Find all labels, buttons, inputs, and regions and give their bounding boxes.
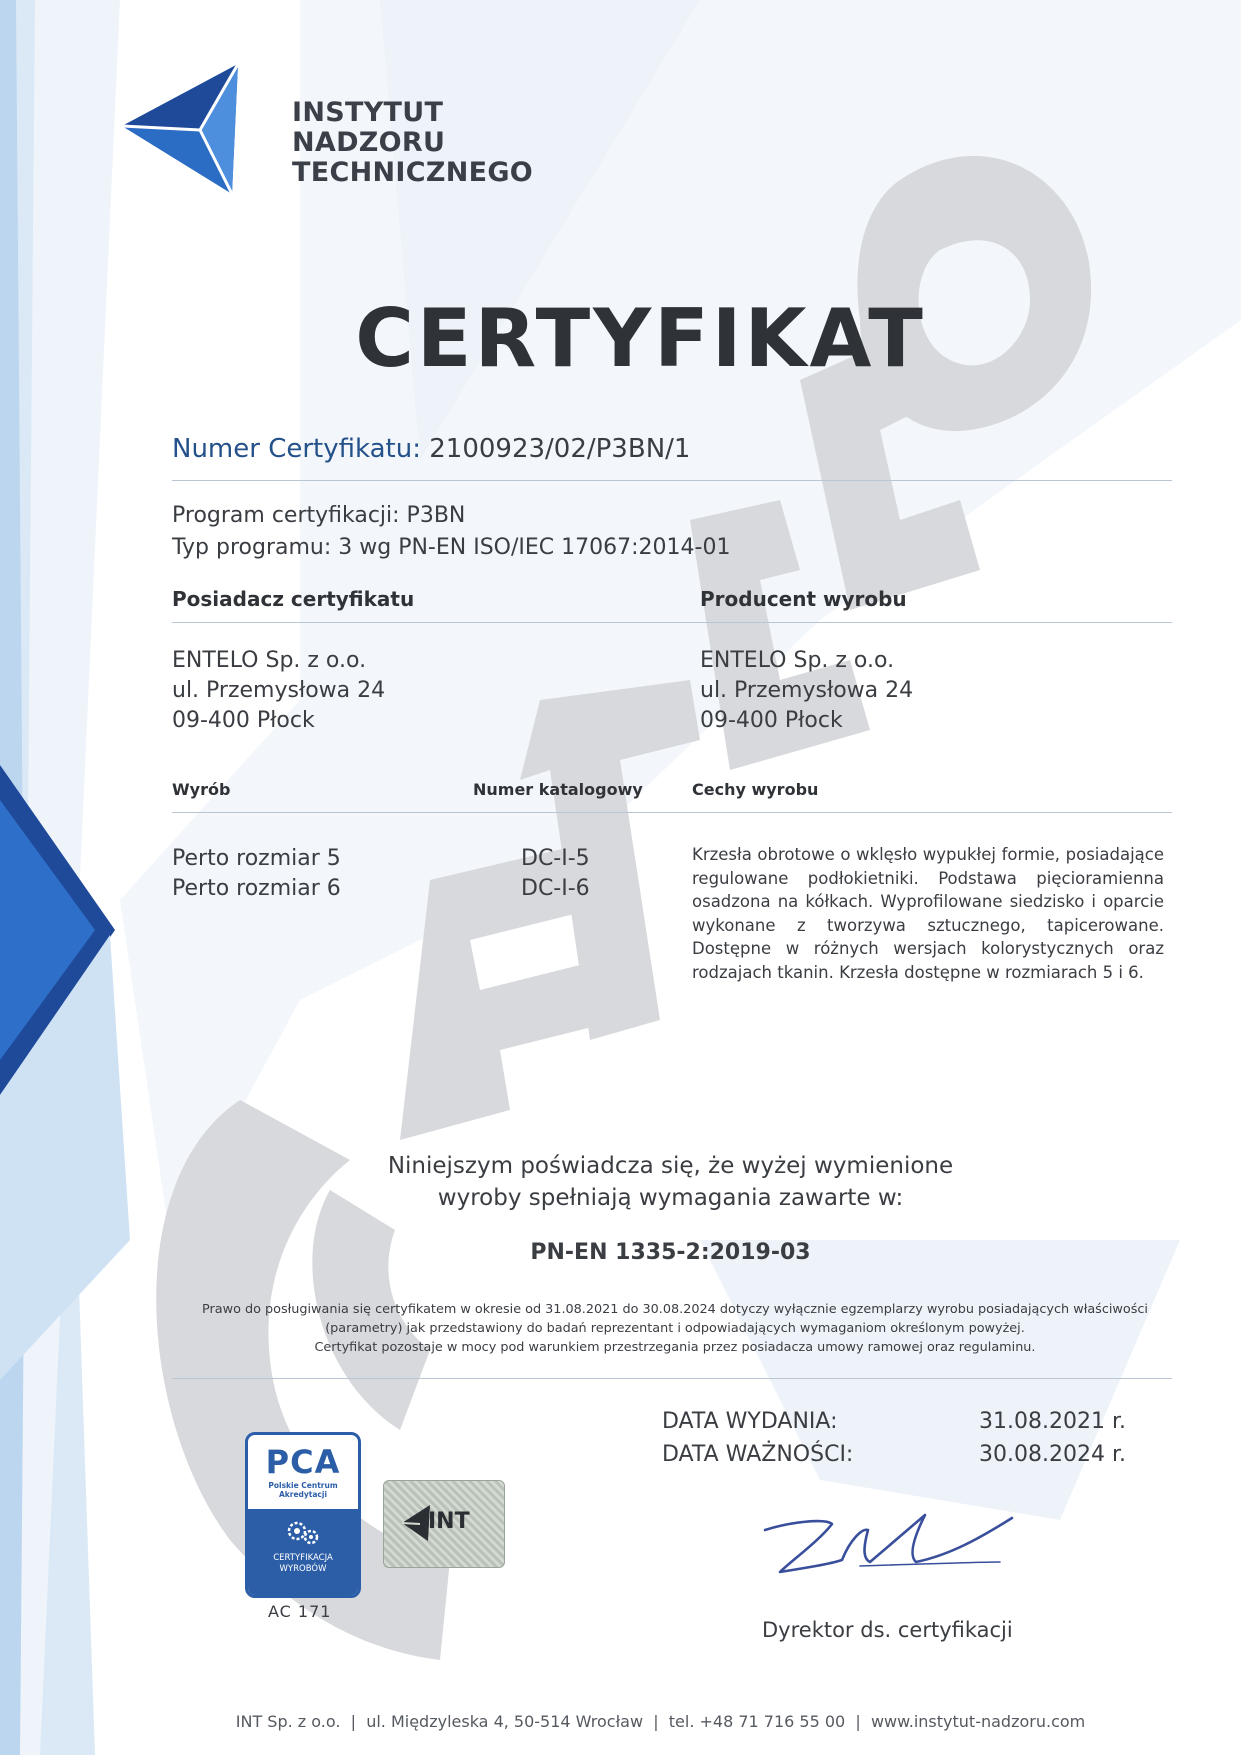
expiry-date-value: 30.08.2024 r.	[979, 1442, 1126, 1467]
footer-address: ul. Międzyleska 4, 50-514 Wrocław	[366, 1712, 644, 1731]
expiry-date-row	[662, 1438, 1126, 1471]
producer-heading: Producent wyrobu	[700, 587, 907, 611]
holder-address	[172, 646, 385, 736]
holder-street: ul. Przemysłowa 24	[172, 678, 386, 703]
page-title: CERTYFIKAT	[355, 292, 926, 385]
certificate-number	[172, 434, 690, 464]
accreditation-code: AC 171	[268, 1602, 332, 1621]
holder-city: 09-400 Płock	[172, 708, 315, 733]
product-name: Perto rozmiar 5	[172, 846, 341, 871]
holder-heading: Posiadacz certyfikatu	[172, 587, 415, 611]
product-features: Krzesła obrotowe o wklęsło wypukłej formie, posiadające regulowane podłokietniki. Podstawa pięcioramienna osadzona na kółkach. Wyprofilowane siedzisko i oparcie wykonane z tworzywa sztucznego, tapicerowane. Dostępne w różnych wersjach kolorystycznych oraz rodzajach tkanin. Krzesła dostępne w rozmiarach 5 i 6.	[692, 845, 1164, 982]
program-type-line: Typ programu: 3 wg PN-EN ISO/IEC 17067:2014-01	[172, 535, 731, 560]
logo-line-1: INSTYTUT	[292, 97, 444, 128]
pca-scope-line-2: WYROBÓW	[279, 1564, 327, 1574]
logo-line-3: TECHNICZNEGO	[292, 157, 534, 188]
footer-separator: |	[653, 1712, 659, 1731]
footer-separator: |	[855, 1712, 861, 1731]
pca-scope-line-1: CERTYFIKACJA	[273, 1553, 333, 1563]
producer-street: ul. Przemysłowa 24	[700, 678, 914, 703]
divider	[172, 1378, 1172, 1379]
product-name: Perto rozmiar 6	[172, 876, 341, 901]
divider	[172, 812, 1172, 813]
int-triangle-logo-icon	[122, 64, 272, 194]
table-row	[172, 844, 341, 874]
fine-print-line-2: (parametry) jak przedstawiony do badań reprezentant i odpowiadających wymaganiom określonym powyżej.	[325, 1321, 1025, 1336]
fine-print	[180, 1300, 1170, 1357]
gears-icon	[283, 1515, 323, 1549]
pca-name-line-2: Akredytacji	[278, 1490, 328, 1499]
signature-image	[750, 1500, 1020, 1585]
catalog-number: DC-I-6	[521, 876, 590, 901]
table-row	[172, 874, 341, 904]
catalog-number: DC-I-5	[521, 846, 590, 871]
standard-reference: PN-EN 1335-2:2019-03	[530, 1240, 811, 1265]
signer-role: Dyrektor ds. certyfikacji	[762, 1618, 1013, 1642]
producer-name: ENTELO Sp. z o.o.	[700, 648, 895, 673]
pca-name-line-1: Polskie Centrum	[268, 1481, 338, 1490]
dates-block	[662, 1405, 1126, 1471]
program-info	[172, 500, 730, 564]
column-header-product: Wyrób	[172, 780, 231, 799]
producer-city: 09-400 Płock	[700, 708, 843, 733]
producer-address	[700, 646, 913, 736]
footer-website: www.instytut-nadzoru.com	[870, 1712, 1086, 1731]
declaration-line-2: wyroby spełniają wymagania zawarte w:	[437, 1185, 904, 1211]
certificate-number-value: 2100923/02/P3BN/1	[429, 434, 691, 464]
declaration	[0, 1150, 1241, 1214]
declaration-line-1: Niniejszym poświadcza się, że wyżej wymienione	[387, 1153, 954, 1179]
expiry-date-label: DATA WAŻNOŚCI:	[662, 1442, 854, 1467]
logo-wordmark	[292, 98, 533, 188]
pale-triangle-bottom	[700, 1240, 1180, 1520]
divider	[172, 622, 1172, 623]
fine-print-line-3: Certyfikat pozostaje w mocy pod warunkiem przestrzegania przez posiadacza umowy ramowej oraz regulaminu.	[314, 1340, 1036, 1355]
pale-triangle-shape	[120, 0, 1241, 1240]
certificate-number-label: Numer Certyfikatu:	[172, 434, 421, 464]
issue-date-value: 31.08.2021 r.	[979, 1409, 1126, 1434]
int-hologram-icon	[383, 1480, 505, 1568]
column-header-catalog: Numer katalogowy	[473, 780, 643, 799]
footer	[0, 1712, 1241, 1731]
issue-date-label: DATA WYDANIA:	[662, 1409, 838, 1434]
divider	[172, 480, 1172, 481]
pca-acronym: PCA	[265, 1443, 341, 1481]
fine-print-line-1: Prawo do posługiwania się certyfikatem w okresie od 31.08.2021 do 30.08.2024 dotyczy wyłącznie egzemplarzy wyrobu posiadających właściwości	[202, 1302, 1148, 1317]
program-line: Program certyfikacji: P3BN	[172, 503, 466, 528]
holder-name: ENTELO Sp. z o.o.	[172, 648, 367, 673]
issue-date-row	[662, 1405, 1126, 1438]
pca-accreditation-badge	[245, 1432, 361, 1598]
logo-line-2: NADZORU	[292, 127, 446, 158]
footer-separator: |	[350, 1712, 357, 1731]
footer-phone: tel. +48 71 716 55 00	[668, 1712, 846, 1731]
hologram-triangle-icon	[402, 1505, 430, 1541]
column-header-features: Cechy wyrobu	[692, 780, 819, 799]
hologram-text: INT	[428, 1509, 470, 1534]
footer-company: INT Sp. z o.o.	[235, 1712, 341, 1731]
